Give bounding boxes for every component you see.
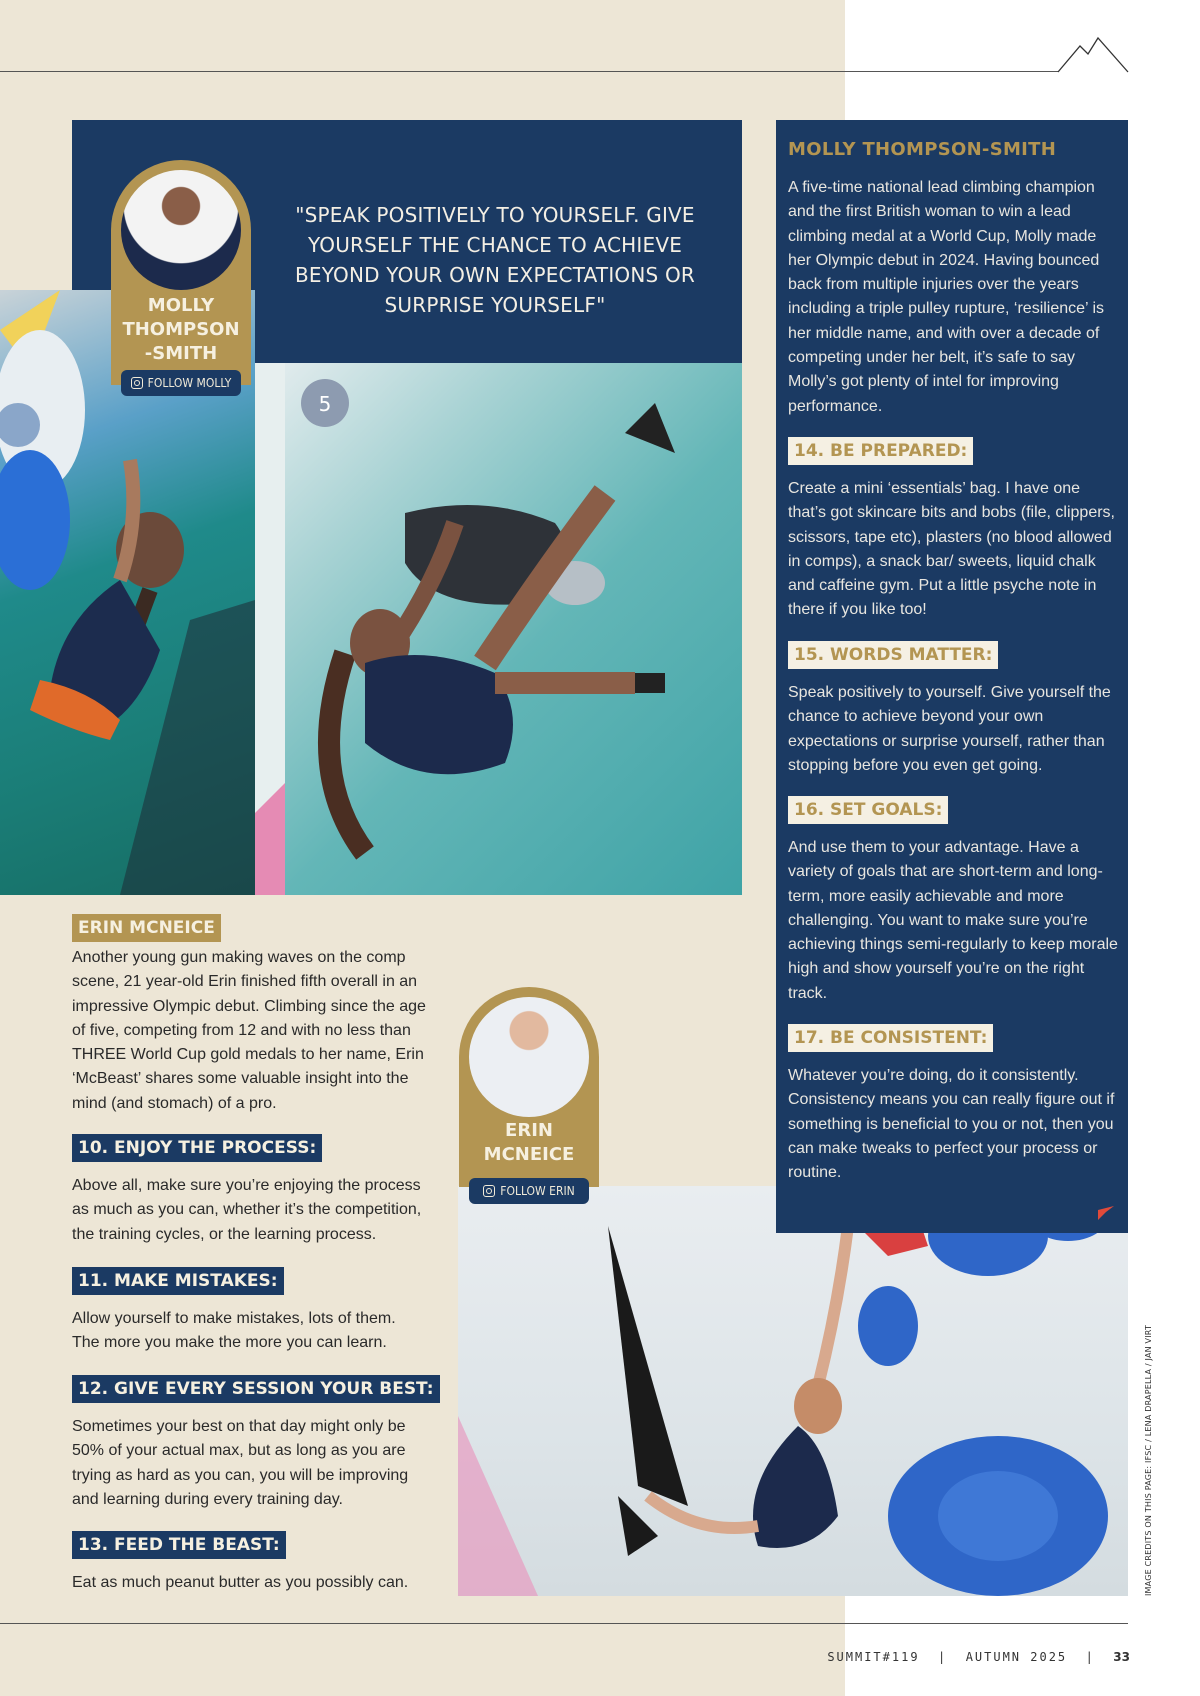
molly-badge-name-line-1: MOLLY [147,295,215,316]
end-mark-icon [1098,1206,1114,1220]
tip-14-text: Create a mini ‘essentials’ bag. I have one that’s got skincare bits and bobs (file, clippers, scissors, tape etc), plasters (no blood allowed in comps), a snack bar/ sweets, liquid chalk and caffeine gym. Put a little psyche note in there if you like too! [788,480,1115,619]
molly-badge-name-line-2: THOMPSON [122,319,240,340]
erin-avatar [469,997,589,1117]
molly-profile-badge [111,160,251,385]
pull-quote: "SPEAK POSITIVELY TO YOURSELF. GIVE YOURSELF THE CHANCE TO ACHIEVE BEYOND YOUR OWN EXPECTATIONS OR SURPRISE YOURSELF" [294,203,696,317]
tip-16-text: And use them to your advantage. Have a variety of goals that are short-term and long-term, more easily achievable and more challenging. You want to make sure you’re achieving things semi-regularly to keep morale high and show yourself you’re on the right track. [788,839,1118,1002]
page-number: 33 [1113,1650,1130,1664]
follow-molly-button[interactable] [121,370,241,396]
top-rule [0,71,1058,72]
tip-13-heading: 13. FEED THE BEAST: [72,1531,286,1559]
follow-molly-label: FOLLOW MOLLY [147,376,232,390]
mountain-icon [1050,30,1130,74]
erin-section-title: ERIN MCNEICE [72,914,221,942]
tip-12-heading: 12. GIVE EVERY SESSION YOUR BEST: [72,1375,440,1403]
tip-11-text: Allow yourself to make mistakes, lots of them. The more you make the more you can learn. [72,1310,396,1352]
tip-11-heading: 11. MAKE MISTAKES: [72,1267,284,1295]
erin-intro: Another young gun making waves on the comp scene, 21 year-old Erin finished fifth overall in an impressive Olympic debut. Climbing since the age of five, competing from 12 and with no less than THREE World Cup gold medals to her name, Erin ‘McBeast’ shares some valuable insight into the mind (and stomach) of a pro. [72,949,426,1112]
photo-molly-bouldering [255,363,742,895]
footer-issue: SUMMIT#119 [827,1650,920,1664]
instagram-icon [131,377,143,389]
tip-14-heading: 14. BE PREPARED: [788,437,973,465]
tip-16-heading: 16. SET GOALS: [788,796,948,824]
molly-avatar [121,170,241,290]
erin-badge-name-line-2: MCNEICE [483,1144,575,1165]
erin-profile-badge [459,987,599,1187]
follow-erin-label: FOLLOW ERIN [500,1184,575,1198]
molly-intro: A five-time national lead climbing champion and the first British woman to win a lead climbing medal at a World Cup, Molly made her Olympic debut in 2024. Having bounced back from multiple injuries over the years including a triple pulley rupture, ‘resilience’ is her middle name, and with over a decade of competing under her belt, it’s safe to say Molly’s got plenty of intel for improving performance. [788,179,1105,415]
tip-15-text: Speak positively to yourself. Give yourself the chance to achieve beyond your own expectations or surprise yourself, rather than stopping before you even get going. [788,684,1111,774]
erin-badge-name-line-1: ERIN [505,1120,553,1141]
footer-season: AUTUMN 2025 [965,1650,1068,1664]
page-footer: SUMMIT#119 | AUTUMN 2025 | 33 [827,1650,1130,1664]
tip-10-heading: 10. ENJOY THE PROCESS: [72,1134,322,1162]
tip-15-heading: 15. WORDS MATTER: [788,641,998,669]
photo-erin-bouldering [458,1186,1128,1596]
molly-section-title: MOLLY THOMPSON-SMITH [788,139,1057,160]
follow-erin-button[interactable] [469,1178,589,1204]
instagram-icon [483,1185,495,1197]
tip-12-text: Sometimes your best on that day might only be 50% of your actual max, but as long as you are trying as hard as you can, you will be improving and learning during every training day. [72,1418,409,1508]
tip-17-text: Whatever you’re doing, do it consistently. Consistency means you can really figure out if something is beneficial to you or not, then you can make tweaks to perfect your process or routine. [788,1067,1115,1182]
molly-badge-name-line-3: -SMITH [144,343,218,364]
image-credits: IMAGE CREDITS ON THIS PAGE: IFSC / LENA DRAPELLA / JAN VIRT [1144,1324,1153,1596]
tip-13-text: Eat as much peanut butter as you possibly can. [72,1574,409,1591]
tip-10-text: Above all, make sure you’re enjoying the process as much as you can, whether it’s the competition, the training cycles, or the learning process. [72,1177,422,1243]
svg-text:5: 5 [318,392,332,416]
bottom-rule [0,1623,1128,1624]
tip-17-heading: 17. BE CONSISTENT: [788,1024,993,1052]
